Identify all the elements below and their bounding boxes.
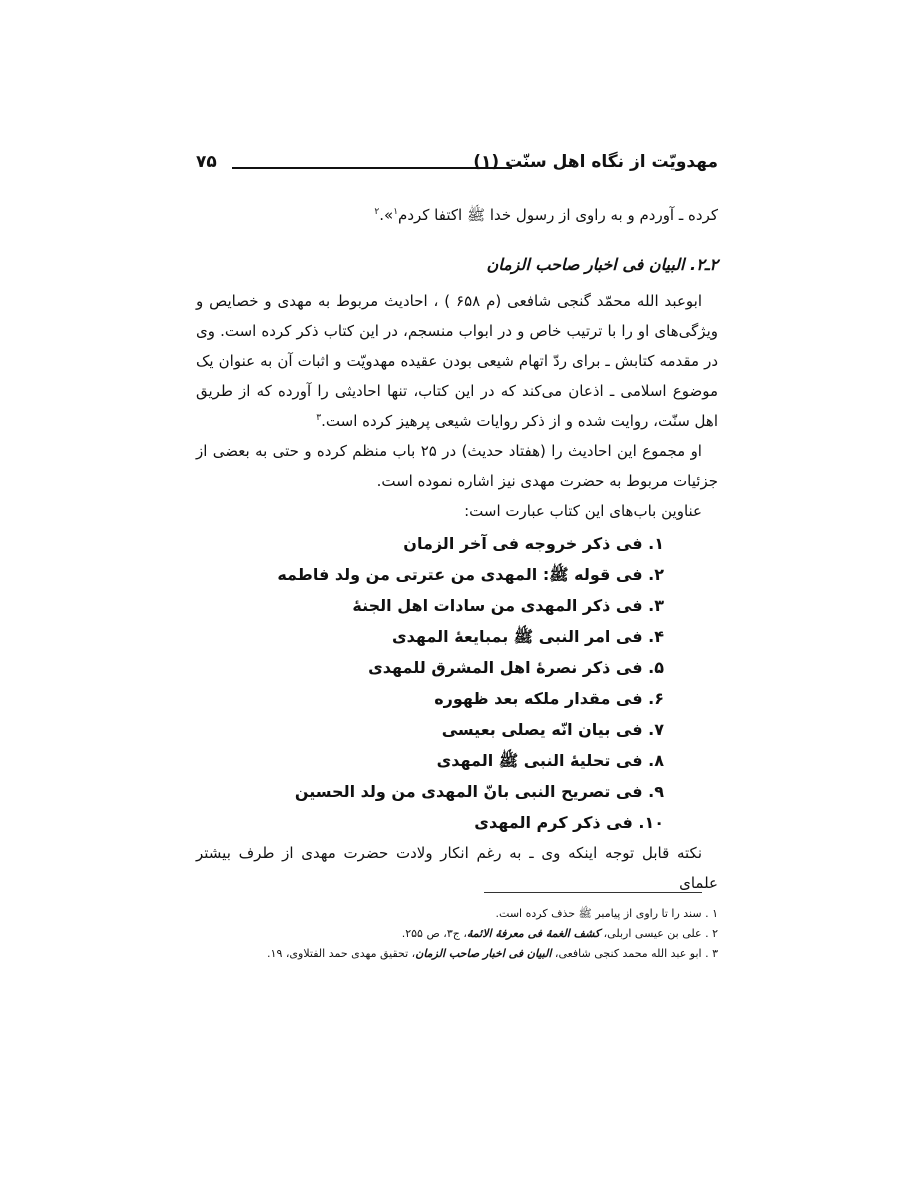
footnote-2-book: کشف الغمهٔ فی معرفهٔ الائمهٔ	[466, 927, 601, 940]
paragraph-3: عناوین باب‌های این کتاب عبارت است:	[464, 502, 702, 520]
continuation-text: کرده ـ آوردم و به راوی از رسول خدا ﷺ اکتفا کردم	[398, 206, 718, 224]
footnote-1: ۱ . سند را تا راوی از پیامبر ﷺ حذف کرده است.	[495, 907, 718, 920]
quote-close: ».	[379, 206, 394, 224]
chapter-list	[196, 528, 718, 838]
paragraph-4: نکته قابل توجه اینکه وی ـ به رغم انکار ولادت حضرت مهدی از طرف بیشتر علمای	[196, 844, 718, 892]
footnote-3-author: ۳ . ابو عبد الله محمد کنجی شافعی،	[551, 947, 718, 960]
footnote-3-book: البیان فی اخبار صاحب الزمان	[415, 947, 552, 960]
chapter-item: ۲. فی قوله ﷺ: المهدی من عترتی من ولد فاطمه	[277, 565, 664, 584]
paragraph-1	[196, 286, 718, 436]
body-text	[196, 200, 718, 898]
footnote-2-author: ۲ . علی بن عیسی اربلی،	[600, 927, 718, 940]
footnote-3	[196, 944, 718, 964]
page-number: ۷۵	[196, 152, 217, 172]
continuation-line	[196, 200, 718, 230]
footnote-ref-3: ۳	[316, 413, 322, 423]
chapter-item: ۸. فی تحلیهٔ النبی ﷺ المهدی	[436, 751, 664, 770]
footnote-3-ref: ، تحقیق مهدی حمد الفتلاوی، ۱۹.	[267, 947, 416, 960]
chapter-item: ۷. فی بیان انّه یصلی بعیسی	[441, 720, 664, 739]
footnote-separator	[484, 892, 702, 893]
chapter-item: ۵. فی ذکر نصرهٔ اهل المشرق للمهدی	[368, 658, 664, 677]
footnote-ref-1: ۱	[393, 207, 399, 217]
footnote-2	[196, 924, 718, 944]
footnote-2-ref: ، ج۳، ص ۲۵۵.	[401, 927, 467, 940]
header-title: مهدویّت از نگاه اهل سنّت (۱)	[473, 152, 718, 172]
paragraph-1-text: ابوعبد الله محمّد گنجی شافعی (م ۶۵۸ ) ، احادیث مربوط به مهدی و خصایص و ویژگی‌های او را با ترتیب خاص و در ابواب منسجم، در این کتاب ذکر کرده است. وی در مقدمه کتابش ـ برای ردّ اتهام شیعی بودن عقیده مهدویّت و اثبات آن به عنوان یک موضوع اسلامی ـ اذعان می‌کند که در این کتاب، تنها احادیثی را آورده که از طریق اهل سنّت، روایت شده و از ذکر روایات شیعی پرهیز کرده است.	[196, 292, 718, 430]
header-rule	[232, 167, 512, 169]
paragraph-2: او مجموع این احادیث را (هفتاد حدیث) در ۲۵ باب منظم کرده و حتی به بعضی از جزئیات مربوط به حضرت مهدی نیز اشاره نموده است.	[196, 442, 718, 490]
chapter-item: ۱۰. فی ذکر کرم المهدی	[474, 813, 664, 832]
chapter-item: ۳. فی ذکر المهدی من سادات اهل الجنهٔ	[352, 596, 664, 615]
chapter-item: ۹. فی تصریح النبی بانّ المهدی من ولد الحسین	[294, 782, 664, 801]
footnotes	[196, 904, 718, 964]
chapter-item: ۴. فی امر النبی ﷺ بمبایعهٔ المهدی	[391, 627, 664, 646]
section-heading: ۲ـ۲. البیان فی اخبار صاحب الزمان	[486, 255, 718, 274]
chapter-item: ۶. فی مقدار ملکه بعد ظهوره	[434, 689, 664, 708]
chapter-item: ۱. فی ذکر خروجه فی آخر الزمان	[403, 534, 664, 553]
running-header	[196, 152, 718, 182]
footnote-ref-2: ۲	[374, 207, 380, 217]
